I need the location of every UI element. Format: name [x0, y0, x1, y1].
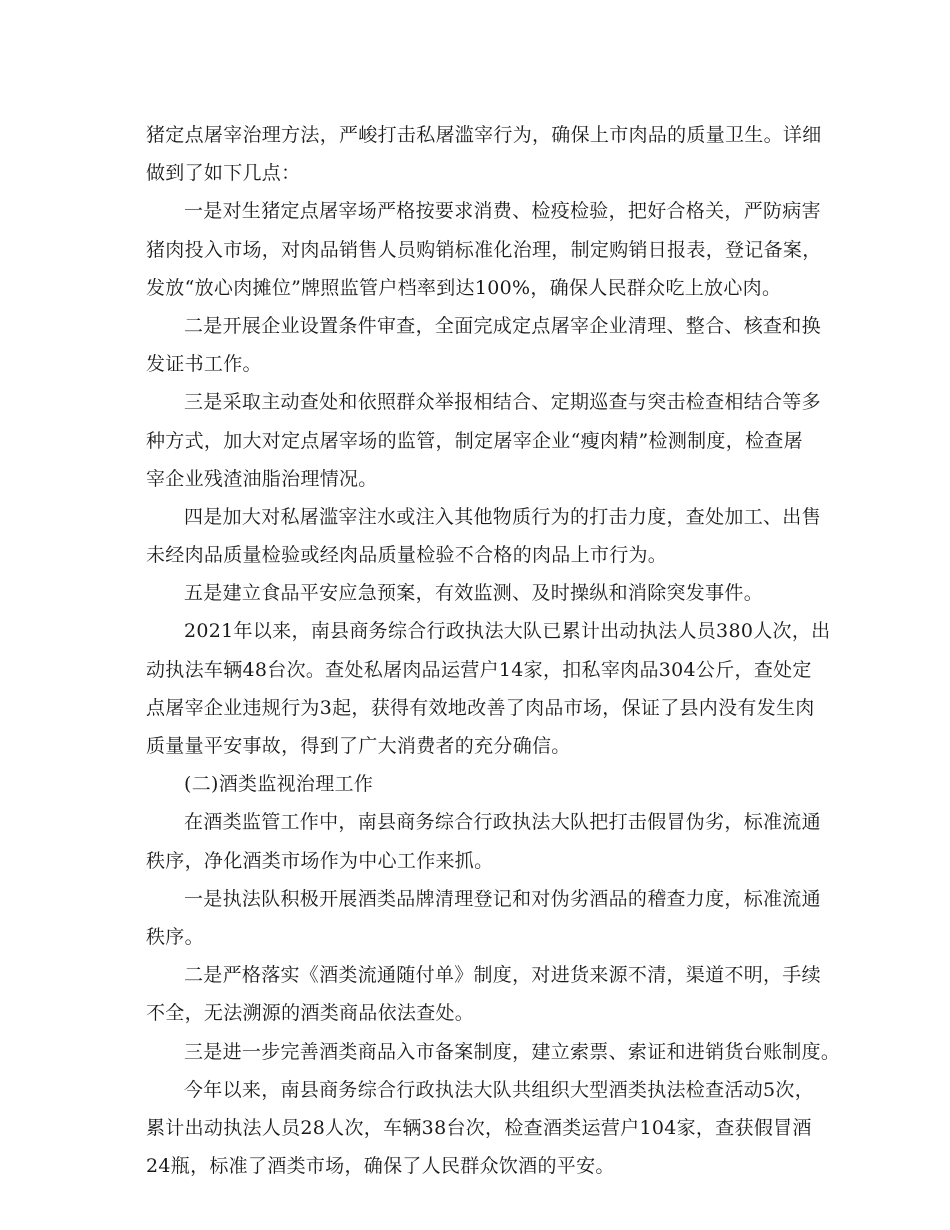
text-line: 未经肉品质量检验或经肉品质量检验不合格的肉品上市行为。 [146, 544, 668, 567]
text-line: 发放“放心肉摊位”牌照监管户档率到达100%，确保人民群众吃上放心肉。 [146, 276, 782, 299]
section-heading: (二)酒类监视治理工作 [184, 773, 374, 796]
paragraph-first-line: 三是进一步完善酒类商品入市备案制度，建立索票、索证和进销货台账制度。 [184, 1040, 841, 1063]
text-line: 猪肉投入市场，对肉品销售人员购销标准化治理，制定购销日报表，登记备案， [146, 238, 822, 261]
text-line: 猪定点屠宰治理方法，严峻打击私屠滥宰行为，确保上市肉品的质量卫生。详细 [146, 124, 822, 146]
paragraph-first-line: 五是建立食品平安应急预案，有效监测、及时操纵和消除突发事件。 [184, 582, 764, 605]
paragraph-first-line: 今年以来，南县商务综合行政执法大队共组织大型酒类执法检查活动5次， [184, 1078, 814, 1101]
paragraph-first-line: 一是对生猪定点屠宰场严格按要求消费、检疫检验，把好合格关，严防病害 [184, 200, 821, 223]
paragraph-first-line: 在酒类监管工作中，南县商务综合行政执法大队把打击假冒伪劣，标准流通 [184, 811, 821, 834]
text-line: 动执法车辆48台次。查处私屠肉品运营户14家，扣私宰肉品304公斤，查处定 [146, 658, 812, 681]
text-line: 不全，无法溯源的酒类商品依法查处。 [146, 1002, 475, 1025]
text-line: 点屠宰企业违规行为3起，获得有效地改善了肉品市场，保证了县内没有发生肉 [146, 696, 815, 719]
text-line: 质量量平安事故，得到了广大消费者的充分确信。 [146, 735, 571, 757]
document-body [146, 116, 841, 1185]
text-line: 种方式，加大对定点屠宰场的监管，制定屠宰企业“瘦肉精”检测制度，检查屠 [146, 429, 803, 452]
text-line: 秩序。 [146, 925, 204, 948]
paragraph-first-line: 二是开展企业设置条件审查，全面完成定点屠宰企业清理、整合、核查和换 [184, 314, 821, 337]
text-line: 24瓶，标准了酒类市场，确保了人民群众饮酒的平安。 [146, 1155, 615, 1178]
paragraph-first-line: 二是严格落实《酒类流通随付单》制度，对进货来源不清，渠道不明，手续 [184, 964, 821, 987]
paragraph-first-line: 一是执法队积极开展酒类品牌清理登记和对伪劣酒品的稽查力度，标准流通 [184, 887, 821, 910]
text-line: 累计出动执法人员28人次，车辆38台次，检查酒类运营户104家，查获假冒酒 [146, 1116, 812, 1139]
text-line: 秩序，净化酒类市场作为中心工作来抓。 [146, 849, 494, 872]
paragraph-first-line: 2021年以来，南县商务综合行政执法大队已累计出动执法人员380人次，出 [184, 620, 831, 643]
text-line: 做到了如下几点： [146, 162, 301, 185]
paragraph-first-line: 三是采取主动查处和依照群众举报相结合、定期巡查与突击检查相结合等多 [184, 391, 821, 414]
text-line: 发证书工作。 [146, 353, 262, 376]
paragraph-first-line: 四是加大对私屠滥宰注水或注入其他物质行为的打击力度，查处加工、出售 [184, 505, 821, 528]
text-line: 宰企业残渣油脂治理情况。 [146, 467, 378, 490]
